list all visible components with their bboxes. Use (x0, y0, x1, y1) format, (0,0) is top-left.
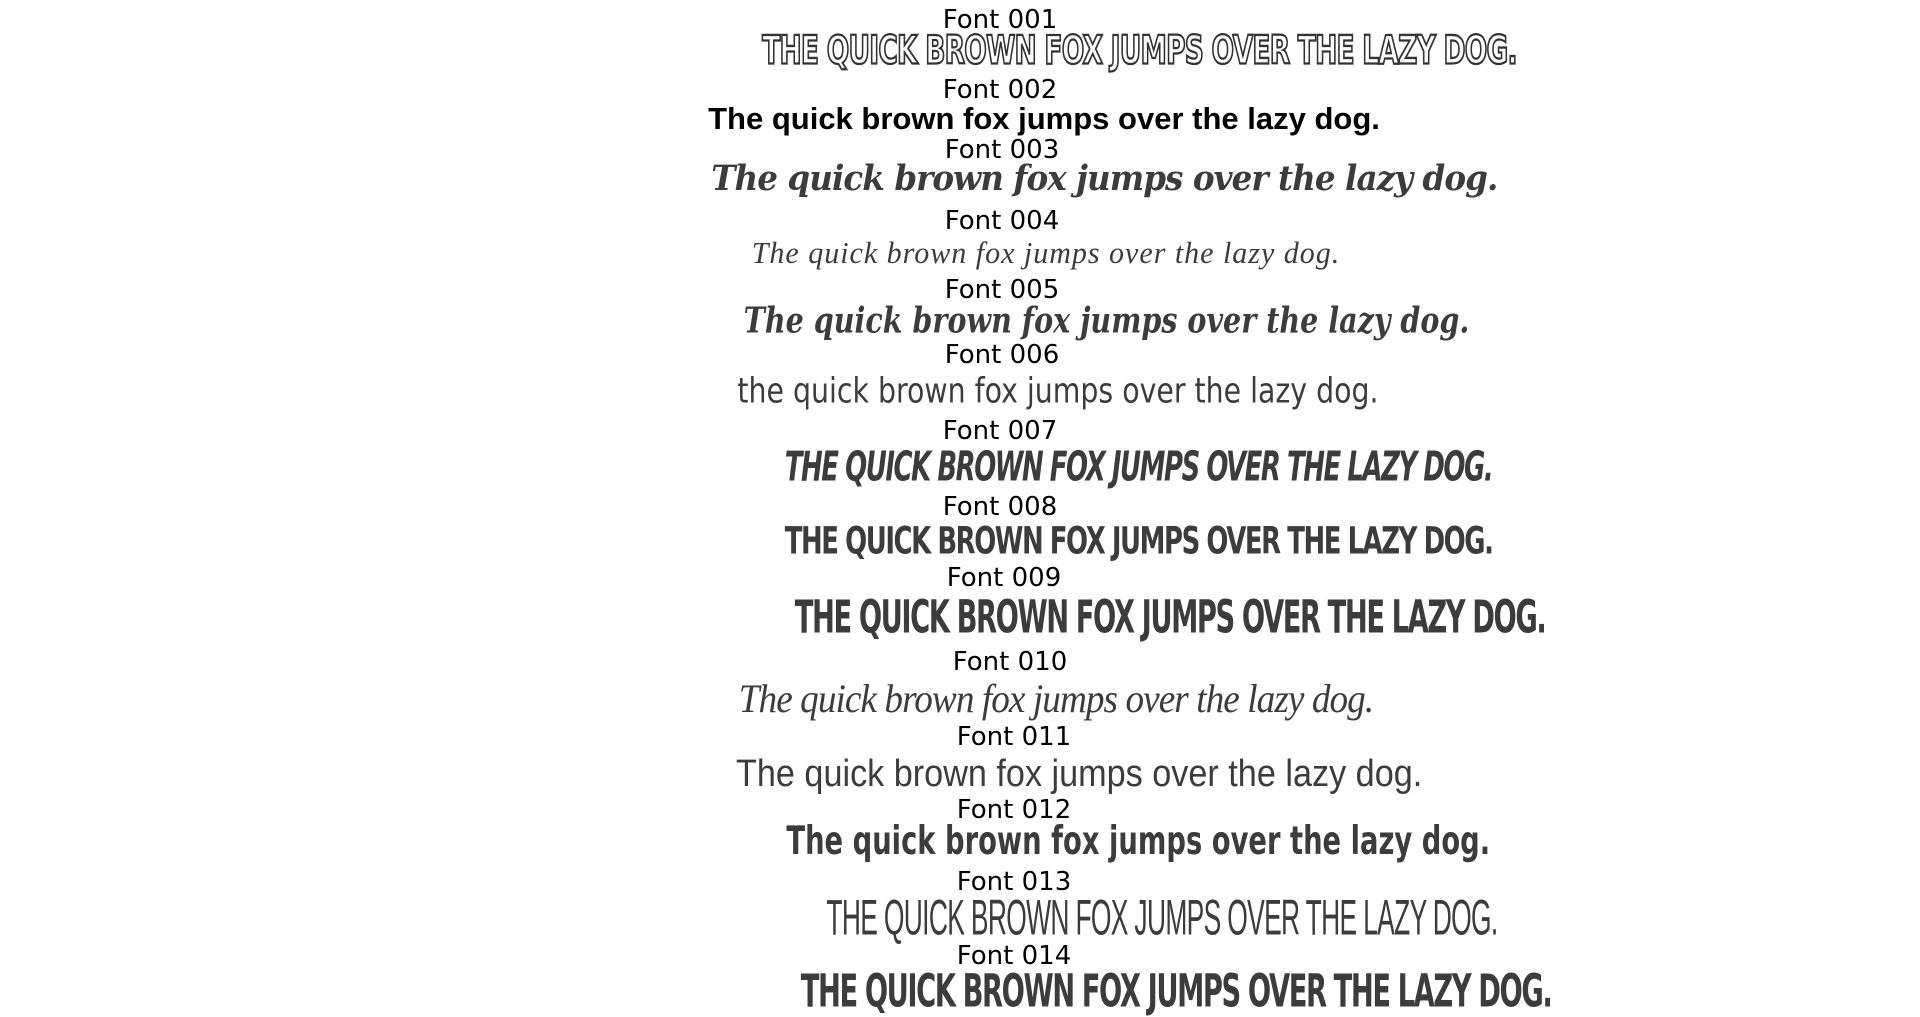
font-sample-012: The quick brown fox jumps over the lazy dog. (786, 818, 1491, 864)
font-sample-004: The quick brown fox jumps over the lazy dog. (751, 235, 1341, 270)
font-sample-001: THE QUICK BROWN FOX JUMPS OVER THE LAZY DOG. (762, 28, 1517, 74)
font-label-008: Font 008 (942, 492, 1058, 522)
font-label-001: Font 001 (942, 5, 1058, 35)
font-label-003: Font 003 (944, 135, 1060, 165)
font-sample-008: THE QUICK BROWN FOX JUMPS OVER THE LAZY DOG. (784, 519, 1493, 563)
font-label-010: Font 010 (952, 647, 1068, 677)
font-sample-005: The quick brown fox jumps over the lazy dog. (743, 300, 1470, 342)
font-label-005: Font 005 (944, 275, 1060, 305)
font-label-014: Font 014 (956, 941, 1072, 971)
font-label-011: Font 011 (956, 722, 1072, 752)
font-sample-006: the quick brown fox jumps over the lazy dog. (737, 370, 1379, 411)
font-label-007: Font 007 (942, 416, 1058, 446)
font-sample-007: THE QUICK BROWN FOX JUMPS OVER THE LAZY DOG. (784, 443, 1493, 491)
font-sample-009: THE QUICK BROWN FOX JUMPS OVER THE LAZY DOG. (794, 590, 1546, 644)
font-sample-003: The quick brown fox jumps over the lazy dog. (711, 158, 1498, 199)
font-sample-013: THE QUICK BROWN FOX JUMPS OVER THE LAZY DOG. (826, 890, 1498, 946)
font-sample-014: THE QUICK BROWN FOX JUMPS OVER THE LAZY DOG. (800, 964, 1552, 1017)
font-label-006: Font 006 (944, 340, 1060, 370)
font-label-004: Font 004 (944, 206, 1060, 236)
font-label-009: Font 009 (946, 563, 1062, 593)
font-sample-002: The quick brown fox jumps over the lazy dog. (708, 101, 1380, 136)
font-sample-011: The quick brown fox jumps over the lazy dog. (736, 753, 1423, 795)
font-sample-010: The quick brown fox jumps over the lazy dog. (738, 676, 1374, 721)
font-label-012: Font 012 (956, 795, 1072, 825)
font-label-013: Font 013 (956, 867, 1072, 897)
font-label-002: Font 002 (942, 75, 1058, 105)
